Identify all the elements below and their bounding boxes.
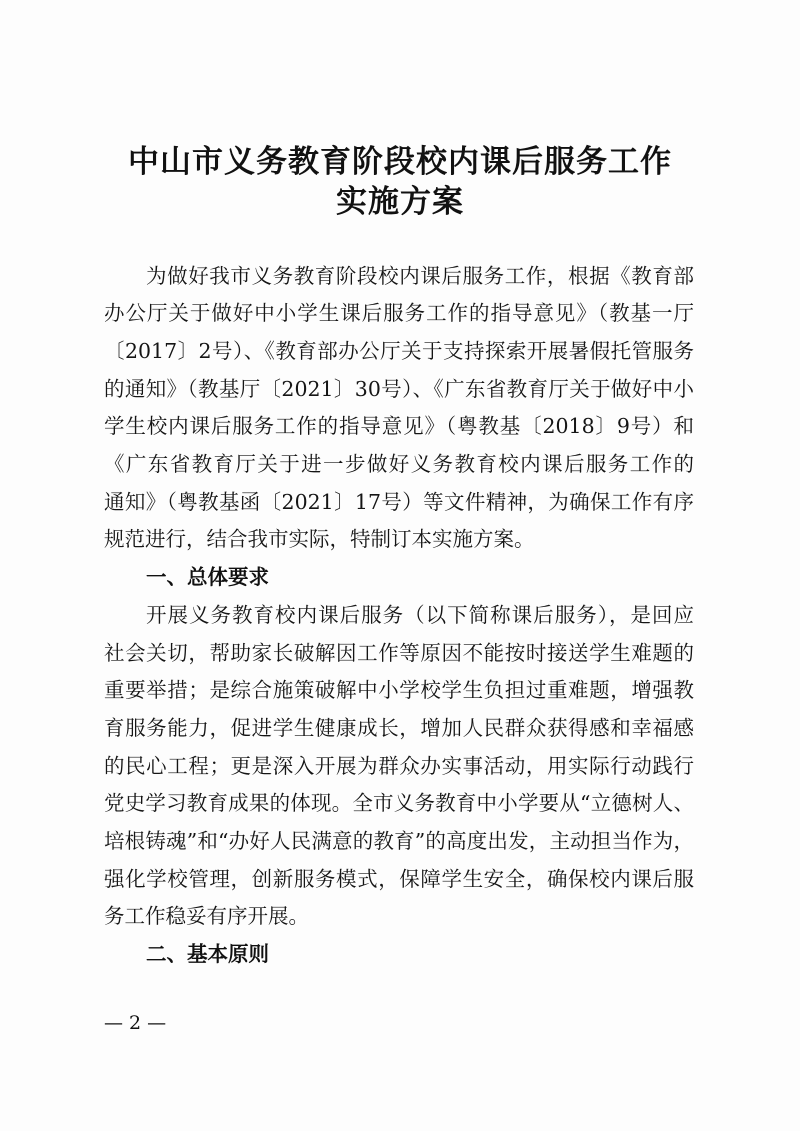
section1-paragraph-line: 务工作稳妥有序开展。	[104, 904, 309, 928]
intro-paragraph-line: 为做好我市义务教育阶段校内课后服务工作，根据《教育部	[146, 264, 694, 288]
intro-paragraph-line: 学生校内课后服务工作的指导意见》（粤教基〔2018〕9号）和	[104, 414, 694, 438]
intro-paragraph-line: 的通知》（教基厅〔2021〕30号）、《广东省教育厅关于做好中小	[104, 377, 694, 401]
intro-paragraph-line: 规范进行，结合我市实际，特制订本实施方案。	[104, 527, 535, 551]
intro-paragraph-line: 〔2017〕2号）、《教育部办公厅关于支持探索开展暑假托管服务	[104, 339, 694, 363]
section1-paragraph-line: 党史学习教育成果的体现。全市义务教育中小学要从“立德树人、	[104, 791, 694, 815]
intro-paragraph-line: 办公厅关于做好中小学生课后服务工作的指导意见》（教基一厅	[104, 301, 694, 325]
section1-paragraph-line: 开展义务教育校内课后服务（以下简称课后服务），是回应	[146, 603, 694, 627]
intro-paragraph-line: 《广东省教育厅关于进一步做好义务教育校内课后服务工作的	[104, 452, 694, 476]
section1-paragraph-line: 社会关切，帮助家长破解因工作等原因不能按时接送学生难题的	[104, 641, 694, 665]
document-title-line-1: 中山市义务教育阶段校内课后服务工作	[128, 144, 672, 180]
section1-paragraph-line: 育服务能力，促进学生健康成长，增加人民群众获得感和幸福感	[104, 716, 694, 740]
page-number: — 2 —	[104, 1012, 167, 1034]
section1-paragraph-line: 强化学校管理，创新服务模式，保障学生安全，确保校内课后服	[104, 867, 694, 891]
section-heading-basic-principles: 二、基本原则	[146, 942, 269, 966]
intro-paragraph-line: 通知》（粤教基函〔2021〕17号）等文件精神，为确保工作有序	[104, 490, 694, 514]
section-heading-overall-requirements: 一、总体要求	[146, 565, 269, 589]
section1-paragraph-line: 重要举措；是综合施策破解中小学校学生负担过重难题，增强教	[104, 678, 694, 702]
section1-paragraph-line: 培根铸魂”和“办好人民满意的教育”的高度出发，主动担当作为，	[104, 829, 694, 853]
section1-paragraph-line: 的民心工程；更是深入开展为群众办实事活动，用实际行动践行	[104, 754, 694, 778]
document-title-line-2: 实施方案	[336, 184, 464, 220]
